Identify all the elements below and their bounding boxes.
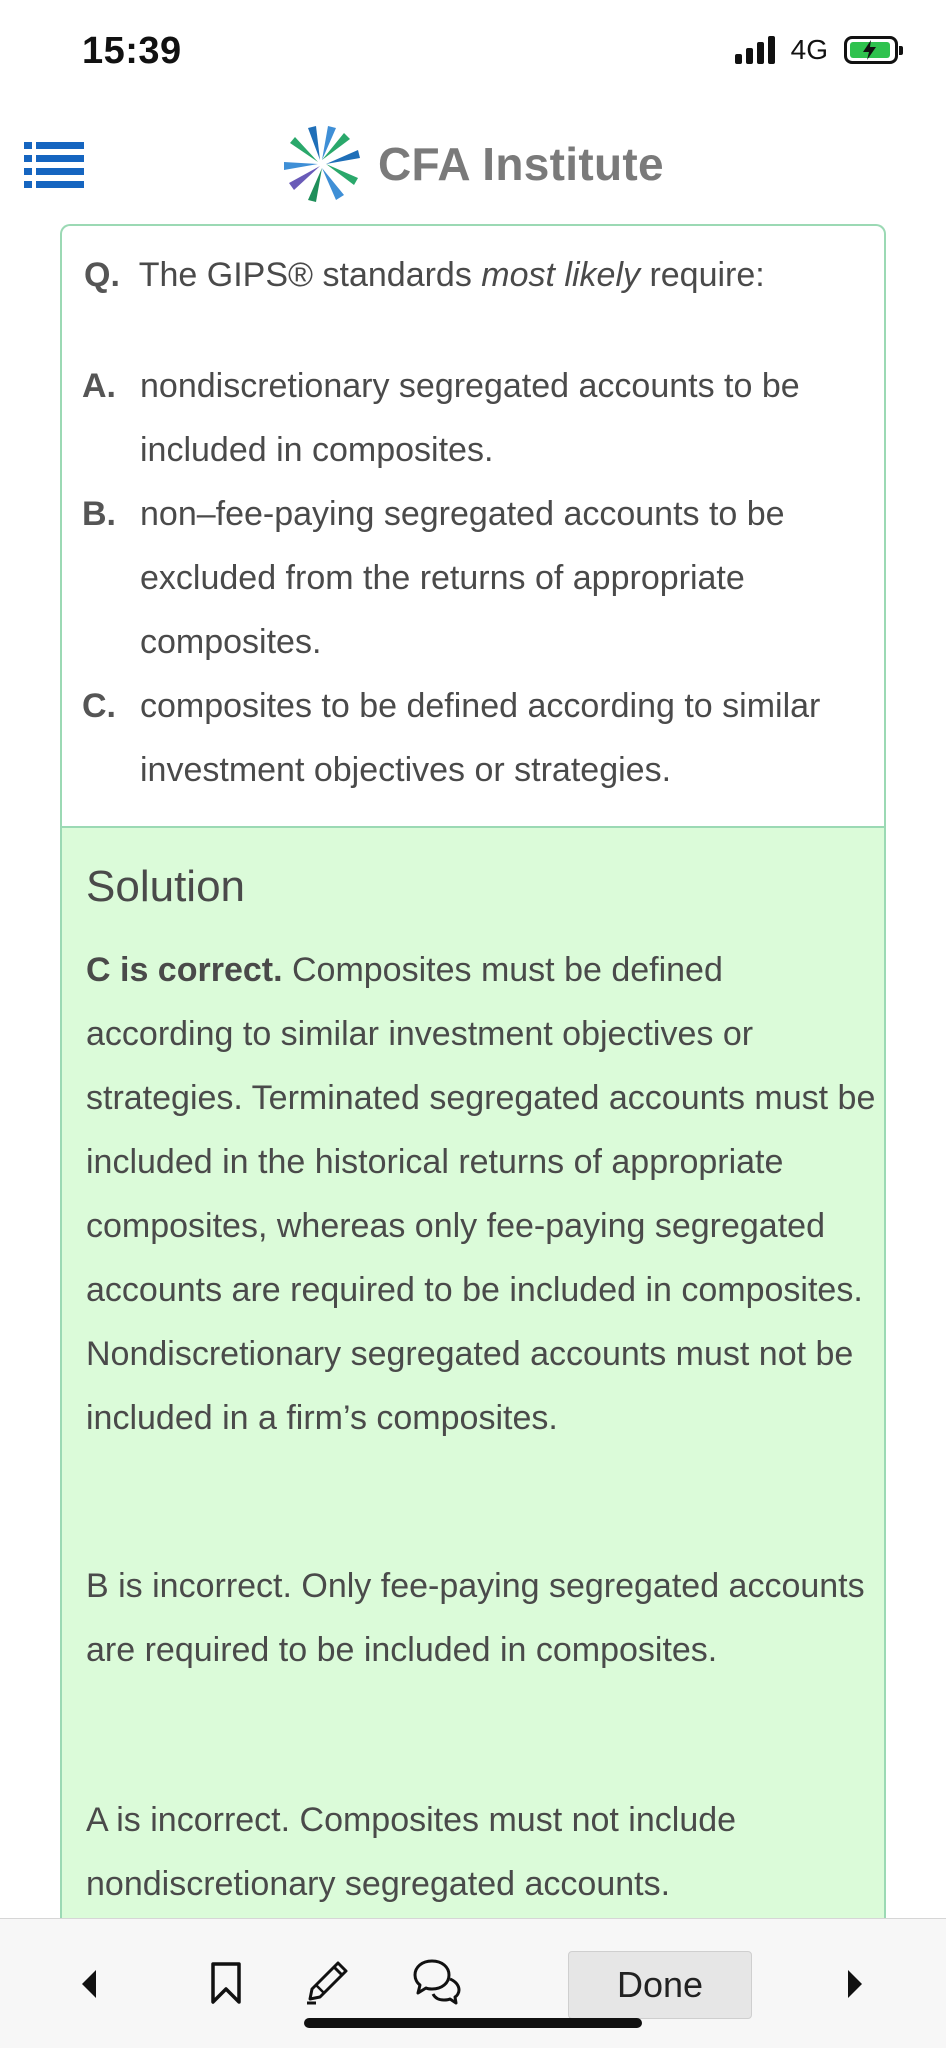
done-button[interactable]: Done (568, 1951, 752, 2019)
solution-correct-text: Composites must be defined according to similar investment objectives or strategies. Terminated segregated accounts must be included in the historical returns of appropriate composites, whereas only fee-paying segregated accounts are required to be included in composites. Nondiscretionary segregated accounts must not be included in a firm’s composites. (86, 951, 876, 1437)
logo-text: CFA Institute (378, 138, 664, 190)
solution-a-paragraph: A is incorrect. Composites must not include nondiscretionary segregated accounts. (86, 1801, 737, 1903)
status-bar (0, 0, 946, 100)
option-letter: C. (82, 687, 116, 725)
pencil-icon[interactable] (302, 1955, 354, 2012)
solution-correct-lead: C is correct. (86, 951, 283, 989)
option-text: non–fee-paying segregated accounts to be excluded from the returns of appropriate composites. (140, 495, 785, 661)
battery-charging-icon (844, 36, 898, 64)
signal-icon (735, 36, 775, 64)
solution-correct-paragraph (86, 938, 876, 1450)
status-indicators (735, 34, 898, 66)
question-text-emphasis: most likely (481, 256, 640, 294)
home-indicator (304, 2018, 642, 2028)
option-text: nondiscretionary segregated accounts to be included in composites. (140, 367, 800, 469)
question-stem (84, 256, 765, 295)
app-header (0, 110, 946, 220)
cfa-logo (280, 122, 664, 206)
comment-icon[interactable] (412, 1957, 462, 2010)
question-text-before: The GIPS® standards (138, 256, 472, 294)
bottom-toolbar (0, 1918, 946, 2048)
solution-b-paragraph: B is incorrect. Only fee-paying segregated accounts are required to be included in composites. (86, 1567, 865, 1669)
option-text: composites to be defined according to similar investment objectives or strategies. (140, 687, 821, 789)
question-card (60, 224, 886, 826)
bookmark-icon[interactable] (208, 1961, 244, 2010)
status-time: 15:39 (82, 30, 182, 72)
option-a[interactable] (82, 354, 872, 482)
option-c[interactable] (82, 674, 872, 802)
question-prefix: Q. (84, 256, 120, 294)
next-page-icon[interactable] (844, 1967, 866, 2006)
previous-page-icon[interactable] (78, 1967, 100, 2006)
option-b[interactable] (82, 482, 872, 674)
question-text-after: require: (649, 256, 765, 294)
network-label: 4G (790, 34, 828, 65)
cfa-pinwheel-logo (280, 122, 364, 206)
option-letter: A. (82, 367, 116, 405)
solution-title: Solution (86, 862, 246, 911)
list-menu-icon[interactable] (22, 138, 86, 190)
option-letter: B. (82, 495, 116, 533)
solution-card (60, 826, 886, 1926)
